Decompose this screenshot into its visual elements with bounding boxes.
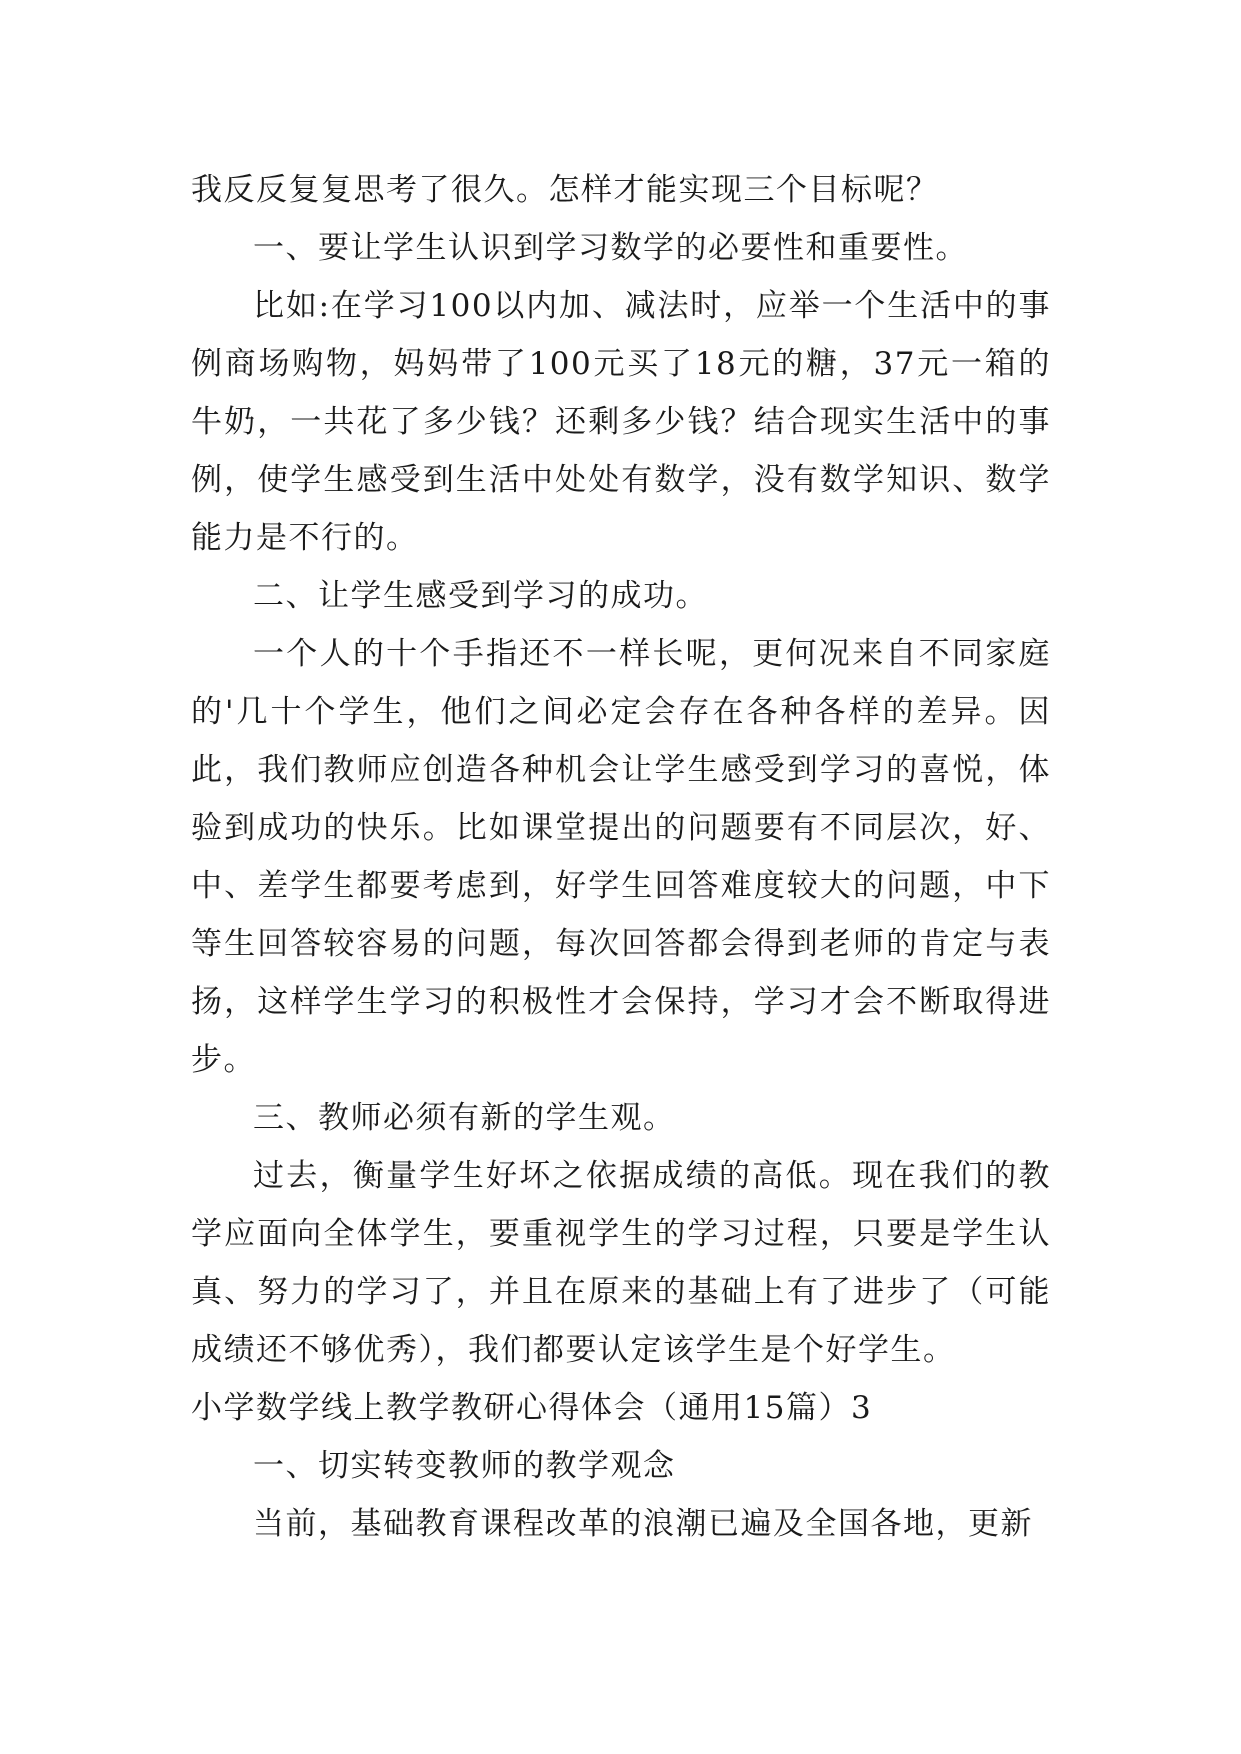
paragraph-success: 一个人的十个手指还不一样长呢，更何况来自不同家庭的'几十个学生，他们之间必定会存在各种各样的差异。因此，我们教师应创造各种机会让学生感受到学习的喜悦，体验到成功的快乐。比如课堂提出的问题要有不同层次，好、中、差学生都要考虑到，好学生回答难度较大的问题，中下等生回答较容易的问题，每次回答都会得到老师的肯定与表扬，这样学生学习的积极性才会保持，学习才会不断取得进步。 (191, 636, 1051, 1078)
paragraph-student-view: 过去，衡量学生好坏之依据成绩的高低。现在我们的教学应面向全体学生，要重视学生的学习过程，只要是学生认真、努力的学习了，并且在原来的基础上有了进步了（可能成绩还不够优秀），我们都要认定该学生是个好学生。 (191, 1158, 1051, 1368)
document-body (191, 161, 1051, 1553)
paragraph-continuation: 我反反复复思考了很久。怎样才能实现三个目标呢？ (191, 172, 939, 208)
heading-teaching-concept: 一、切实转变教师的教学观念 (253, 1448, 676, 1484)
heading-point-one: 一、要让学生认识到学习数学的必要性和重要性。 (253, 230, 968, 266)
heading-point-three: 三、教师必须有新的学生观。 (253, 1100, 676, 1136)
section-title: 小学数学线上教学教研心得体会（通用15篇）3 (191, 1390, 873, 1426)
paragraph-example: 比如:在学习100以内加、减法时，应举一个生活中的事例商场购物，妈妈带了100元买了18元的糖，37元一箱的牛奶，一共花了多少钱？还剩多少钱？结合现实生活中的事例，使学生感受到生活中处处有数学，没有数学知识、数学能力是不行的。 (191, 288, 1051, 556)
paragraph-reform: 当前，基础教育课程改革的浪潮已遍及全国各地，更新 (253, 1506, 1033, 1542)
heading-point-two: 二、让学生感受到学习的成功。 (253, 578, 708, 614)
